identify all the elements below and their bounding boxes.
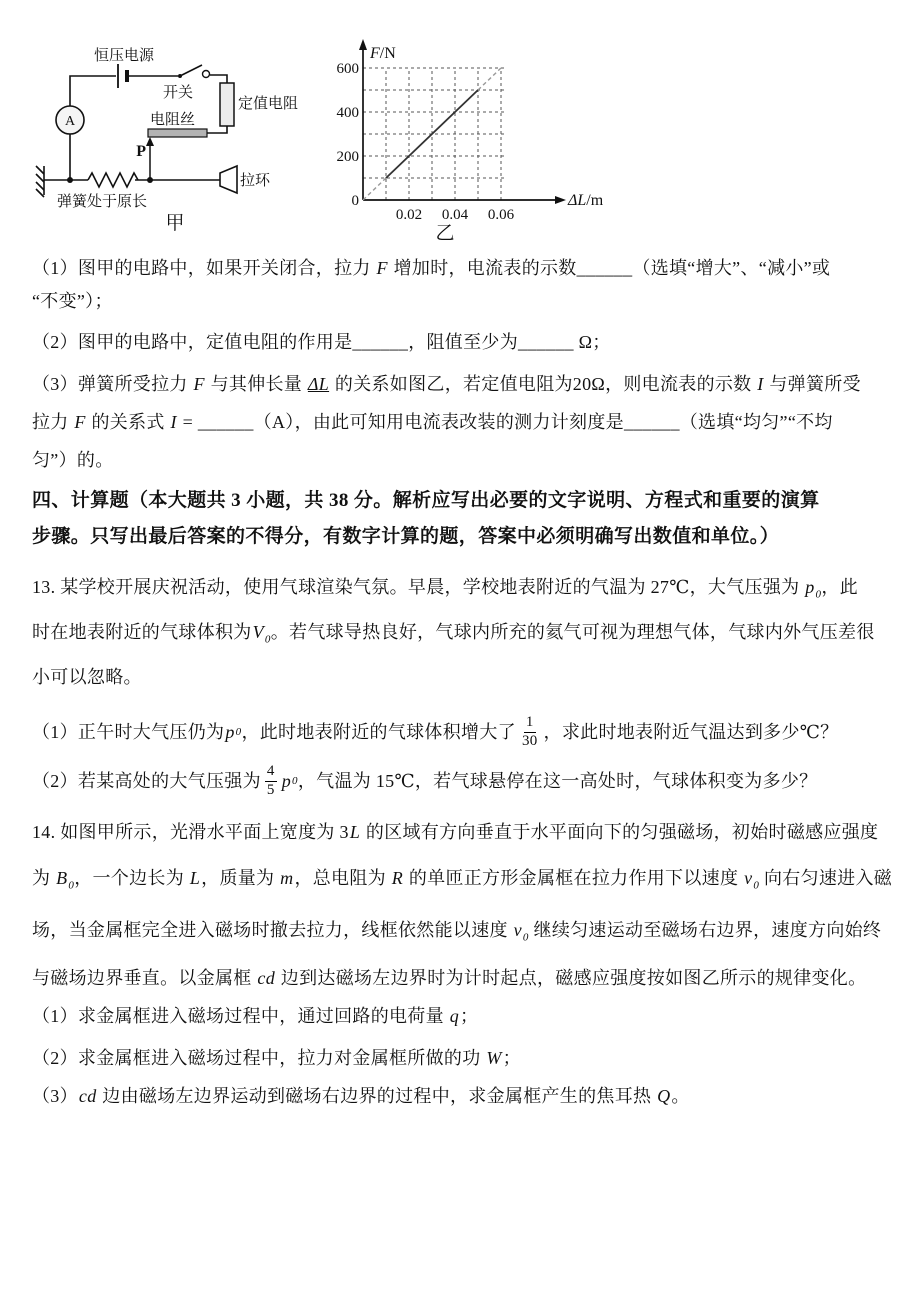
- slider-arrow: [146, 137, 154, 180]
- y-axis-label: F/N: [370, 45, 396, 62]
- spring: [88, 173, 138, 187]
- y-tick-200: 200: [336, 149, 359, 165]
- figure-yi-caption: 乙: [435, 223, 455, 244]
- wall: [36, 166, 44, 197]
- q14-line4: 与磁场边界垂直。以金属框 cd 边到达磁场左边界时为计时起点，磁感应强度按如图乙所示的规律变化。: [32, 968, 867, 988]
- figure-jia-caption: 甲: [165, 213, 185, 234]
- section-heading-line2: 步骤。只写出最后答案的不得分，有数字计算的题，答案中必须明确写出数值和单位。）: [32, 526, 780, 547]
- q14-line3: 场，当金属框完全进入磁场时撤去拉力，线框依然能以速度 $v_0$ 继续匀速运动至磁场右边界，速度方向始终: [32, 920, 882, 944]
- junction-dot: [67, 177, 73, 183]
- q14-part3-line: （3）cd 边由磁场左边界运动到磁场右边界的过程中，求金属框产生的焦耳热 Q。: [32, 1086, 690, 1106]
- y-tick-600: 600: [336, 61, 359, 77]
- fixed-resistor-label: 定值电阻: [238, 96, 299, 112]
- ammeter: [56, 106, 84, 134]
- battery: [118, 64, 127, 88]
- q13-line3: 小可以忽略。: [32, 667, 142, 687]
- line-dashed-upper: [478, 68, 501, 90]
- resistance-wire: [148, 129, 207, 137]
- ammeter-label: A: [64, 114, 76, 129]
- axes: [363, 46, 558, 200]
- fixed-resistor: [220, 83, 234, 126]
- power-label: 恒压电源: [93, 48, 155, 64]
- y-tick-400: 400: [336, 105, 359, 121]
- switch: [178, 65, 210, 78]
- q13-line2: 时在地表附近的气球体积为$V_0$。若气球导热良好，气球内所充的氦气可视为理想气体，气球内外气压差很: [32, 622, 875, 646]
- x-tick-004: 0.04: [441, 207, 469, 223]
- y-tick-0: 0: [351, 193, 359, 209]
- slider-p-label: P: [136, 143, 146, 160]
- q13-part2-line: （2）若某高处的大气压强为 $\frac{4}{5}$ p 0 ，气温为 15℃，若气球悬停在这一高处时，气球体积变为多少？: [32, 763, 818, 798]
- y-axis-arrow: [359, 39, 367, 50]
- junction-dot: [147, 177, 153, 183]
- q14-line1: 14. 如图甲所示，光滑水平面上宽度为 3L 的区域有方向垂直于水平面向下的匀强磁场，初始时磁感应强度: [32, 822, 879, 842]
- q12-part2-line: （2）图甲的电路中，定值电阻的作用是______，阻值至少为______ Ω；: [32, 332, 611, 352]
- q14-part1-line: （1）求金属框进入磁场过程中，通过回路的电荷量 q；: [32, 1006, 479, 1026]
- circuit-figure-jia: [30, 36, 320, 238]
- x-tick-002: 0.02: [395, 207, 423, 223]
- section-heading-line1: 四、计算题（本大题共 3 小题，共 38 分。解析应写出必要的文字说明、方程式和重要的演算: [32, 490, 820, 511]
- q14-part2-line: （2）求金属框进入磁场过程中，拉力对金属框所做的功 W；: [32, 1048, 521, 1068]
- pull-ring: [220, 166, 237, 193]
- pull-ring-label: 拉环: [240, 173, 271, 189]
- q12-part1-line1: （1）图甲的电路中，如果开关闭合，拉力 F 增加时，电流表的示数______（选填“增大”、“减小”或: [32, 258, 831, 278]
- q12-part1-line2: “不变”）；: [32, 291, 113, 311]
- q13-line1: 13. 某学校开展庆祝活动，使用气球渲染气氛。早晨，学校地表附近的气温为 27℃，大气压强为 $p_0$，此: [32, 577, 858, 601]
- q12-part3-line1: （3）弹簧所受拉力 F 与其伸长量 ΔL 的关系如图乙，若定值电阻为20Ω，则电流表的示数 I 与弹簧所受: [32, 374, 861, 394]
- x-axis-arrow: [555, 196, 566, 204]
- x-axis-label: ΔL/m: [568, 192, 604, 209]
- q12-part3-line3: 匀”）的。: [32, 450, 114, 470]
- q12-part3-line2: 拉力 F 的关系式 I = ______（A），由此可知用电流表改装的测力计刻度是______（选填“均匀”“不均: [32, 412, 833, 432]
- q14-line2: 为 $B_0$，一个边长为 L，质量为 m，总电阻为 R 的单匝正方形金属框在拉力作用下以速度 $v_0$ 向右匀速进入磁: [32, 868, 893, 892]
- spring-note-label: 弹簧处于原长: [57, 194, 148, 210]
- line-dashed-lower: [363, 178, 386, 200]
- q13-part1-line: （1）正午时大气压仍为 p 0 ，此时地表附近的气球体积增大了 $\frac{1}{30}$ ，求此时地表附近气温达到多少℃？: [32, 714, 839, 749]
- switch-label: 开关: [162, 85, 194, 101]
- graph-figure-yi: [330, 32, 620, 244]
- x-tick-006: 0.06: [487, 207, 515, 223]
- resistance-wire-label: 电阻丝: [150, 112, 196, 128]
